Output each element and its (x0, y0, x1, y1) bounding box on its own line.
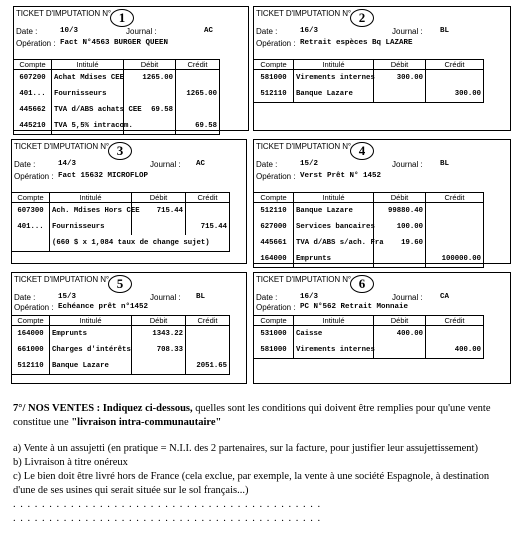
col-compte: Compte (12, 193, 50, 203)
cell-compte: 401... (12, 219, 50, 235)
cell-compte: 531000 (254, 326, 294, 343)
cell-debit (132, 358, 186, 375)
answer-b: b) Livraison à titre onéreux (13, 457, 128, 468)
cell-compte: 627000 (254, 219, 294, 235)
journal-label: Journal : (392, 293, 423, 302)
col-debit: Débit (132, 316, 186, 326)
journal-label: Journal : (392, 160, 423, 169)
table-row (254, 251, 484, 268)
cell-credit (426, 326, 484, 343)
operation-label: Opération : (256, 39, 296, 48)
question-quoted: "livraison intra-communautaire" (71, 417, 222, 428)
cell-debit: 708.33 (132, 342, 186, 358)
cell-intitule: Ach. Mdises Hors CEE (50, 203, 132, 220)
col-compte: Compte (254, 193, 294, 203)
date-value: 16/3 (300, 27, 319, 35)
col-compte: Compte (254, 60, 294, 70)
cell-credit (426, 203, 484, 220)
cell-intitule: Banque Lazare (50, 358, 132, 375)
journal-label: Journal : (392, 27, 423, 36)
cell-intitule: Fournisseurs (52, 86, 124, 102)
table-header-row (14, 60, 220, 70)
ticket-number-circle: 2 (350, 9, 374, 27)
date-label: Date : (14, 160, 36, 169)
cell-debit: 715.44 (132, 203, 186, 220)
journal-value: AC (196, 160, 206, 168)
ticket-header: TICKET D'IMPUTATION N° (14, 275, 109, 284)
cell-debit: 300.00 (374, 70, 426, 87)
cell-note: (660 $ x 1,084 taux de change sujet) (50, 235, 230, 252)
operation-value: Verst Prêt N° 1452 (300, 172, 382, 180)
cell-debit (124, 86, 176, 102)
cell-compte: 445210 (14, 118, 52, 135)
journal-value: CA (440, 293, 450, 301)
table-row (12, 342, 230, 358)
answer-c: c) Le bien doit être livré hors de France (cela exclue, par exemple, la vente à une société Espagnole, à destination d'une de ses usines qui serait située sur le sol français...) (13, 471, 490, 496)
cell-debit: 400.00 (374, 326, 426, 343)
cell-compte: 581000 (254, 70, 294, 87)
ticket-number-circle: 3 (108, 142, 132, 160)
col-intitule: Intitulé (50, 316, 132, 326)
ticket-header: TICKET D'IMPUTATION N° (16, 9, 111, 18)
col-credit: Crédit (426, 193, 484, 203)
cell-debit (374, 342, 426, 359)
cell-credit: 400.00 (426, 342, 484, 359)
table-row (254, 219, 484, 235)
ticket-number-circle: 4 (350, 142, 374, 160)
operation-value: Echéance prêt n°1452 (58, 303, 149, 311)
cell-intitule: Achat Mdises CEE (52, 70, 124, 87)
table-row (12, 235, 230, 252)
date-label: Date : (14, 293, 36, 302)
operation-label: Opération : (14, 172, 54, 181)
date-value: 14/3 (58, 160, 77, 168)
imputation-table (253, 59, 484, 103)
col-debit: Débit (374, 60, 426, 70)
cell-compte: 661000 (12, 342, 50, 358)
cell-debit (132, 219, 186, 235)
cell-credit (176, 102, 220, 118)
col-credit: Crédit (186, 193, 230, 203)
cell-credit (186, 342, 230, 358)
cell-intitule: Banque Lazare (294, 86, 374, 103)
table-header-row (12, 316, 230, 326)
date-label: Date : (256, 293, 278, 302)
dotted-line-2: . . . . . . . . . . . . . . . . . . . . . . . . . . . . . . . . . . . . . . . . . . . (13, 513, 322, 524)
cell-intitule: TVA 5,5% intracom. (52, 118, 124, 135)
table-row (254, 203, 484, 220)
cell-compte: 401... (14, 86, 52, 102)
ticket-6 (253, 272, 511, 384)
cell-credit: 1265.00 (176, 86, 220, 102)
table-row (14, 86, 220, 102)
cell-compte: 164000 (12, 326, 50, 343)
cell-intitule: TVA d/ABS s/ach. Fra (294, 235, 374, 251)
operation-label: Opération : (16, 39, 56, 48)
question-text (13, 402, 513, 430)
answer-a: a) Vente à un assujetti (en pratique = N.I.I. des 2 partenaires, sur la facture, pour justifier leur assujettissement) (13, 443, 478, 454)
imputation-table (253, 315, 484, 359)
col-credit: Crédit (426, 60, 484, 70)
ticket-3 (11, 139, 247, 264)
table-row (254, 326, 484, 343)
cell-intitule: Virements internes (294, 70, 374, 87)
cell-intitule: Caisse (294, 326, 374, 343)
question-lead: 7°/ NOS VENTES : Indiquez ci-dessous, (13, 403, 193, 414)
cell-intitule: TVA d/ABS achats CEE (52, 102, 124, 118)
ticket-header: TICKET D'IMPUTATION N° (256, 142, 351, 151)
cell-debit: 1343.22 (132, 326, 186, 343)
imputation-table (13, 59, 220, 135)
ticket-number-circle: 1 (110, 9, 134, 27)
cell-debit: 19.60 (374, 235, 426, 251)
cell-credit (176, 70, 220, 87)
cell-credit (426, 70, 484, 87)
imputation-table (11, 192, 230, 252)
ticket-header: TICKET D'IMPUTATION N° (256, 275, 351, 284)
ticket-2 (253, 6, 511, 131)
ticket-1 (13, 6, 249, 131)
table-row (12, 326, 230, 343)
col-compte: Compte (12, 316, 50, 326)
journal-label: Journal : (150, 293, 181, 302)
cell-intitule: Charges d'intérêts (50, 342, 132, 358)
col-credit: Crédit (426, 316, 484, 326)
question-rest: quelles sont les conditions qui doivent être remplies pour qu'une vente constitue une (13, 403, 491, 428)
cell-intitule: Banque Lazare (294, 203, 374, 220)
operation-label: Opération : (256, 172, 296, 181)
table-row (14, 102, 220, 118)
col-intitule: Intitulé (294, 193, 374, 203)
table-row (12, 219, 230, 235)
cell-compte: 445661 (254, 235, 294, 251)
cell-compte: 445662 (14, 102, 52, 118)
operation-label: Opération : (14, 303, 54, 312)
col-intitule: Intitulé (50, 193, 132, 203)
cell-intitule: Emprunts (50, 326, 132, 343)
cell-compte: 581000 (254, 342, 294, 359)
ticket-header: TICKET D'IMPUTATION N° (256, 9, 351, 18)
cell-credit: 300.00 (426, 86, 484, 103)
table-row (254, 86, 484, 103)
cell-debit: 1265.00 (124, 70, 176, 87)
table-row (254, 70, 484, 87)
table-header-row (254, 60, 484, 70)
journal-label: Journal : (126, 27, 157, 36)
table-header-row (12, 193, 230, 203)
col-debit: Débit (132, 193, 186, 203)
cell-debit: 69.58 (124, 102, 176, 118)
operation-label: Opération : (256, 303, 296, 312)
cell-compte: 512110 (254, 86, 294, 103)
cell-compte: 512110 (254, 203, 294, 220)
cell-debit (374, 251, 426, 268)
cell-intitule: Services bancaires (294, 219, 374, 235)
date-label: Date : (16, 27, 38, 36)
cell-credit: 100000.00 (426, 251, 484, 268)
col-compte: Compte (254, 316, 294, 326)
cell-compte: 607300 (12, 203, 50, 220)
date-label: Date : (256, 160, 278, 169)
imputation-table (11, 315, 230, 375)
col-credit: Crédit (176, 60, 220, 70)
date-value: 16/3 (300, 293, 319, 301)
cell-credit: 69.58 (176, 118, 220, 135)
cell-debit (374, 86, 426, 103)
journal-value: BL (440, 27, 450, 35)
cell-credit (186, 203, 230, 220)
cell-debit: 100.00 (374, 219, 426, 235)
ticket-5 (11, 272, 247, 384)
date-value: 15/2 (300, 160, 319, 168)
journal-label: Journal : (150, 160, 181, 169)
imputation-table (253, 192, 484, 268)
cell-intitule: Virements internes (294, 342, 374, 359)
operation-value: Fact N°4563 BURGER QUEEN (60, 39, 169, 47)
date-value: 10/3 (60, 27, 79, 35)
cell-intitule: Fournisseurs (50, 219, 132, 235)
table-row (14, 118, 220, 135)
ticket-number-circle: 6 (350, 275, 374, 293)
cell-credit: 715.44 (186, 219, 230, 235)
table-header-row (254, 193, 484, 203)
journal-value: AC (204, 27, 214, 35)
ticket-header: TICKET D'IMPUTATION N° (14, 142, 109, 151)
col-debit: Débit (374, 316, 426, 326)
col-intitule: Intitulé (294, 316, 374, 326)
date-label: Date : (256, 27, 278, 36)
col-intitule: Intitulé (52, 60, 124, 70)
cell-debit: 99880.40 (374, 203, 426, 220)
table-header-row (254, 316, 484, 326)
col-credit: Crédit (186, 316, 230, 326)
cell-credit (426, 235, 484, 251)
operation-value: Fact 15632 MICROFLOP (58, 172, 149, 180)
question-block (13, 402, 513, 526)
table-row (254, 235, 484, 251)
journal-value: BL (196, 293, 206, 301)
cell-credit: 2051.65 (186, 358, 230, 375)
col-compte: Compte (14, 60, 52, 70)
cell-credit (186, 326, 230, 343)
dotted-line-1: . . . . . . . . . . . . . . . . . . . . . . . . . . . . . . . . . . . . . . . . . . . (13, 499, 322, 510)
table-row (254, 342, 484, 359)
col-intitule: Intitulé (294, 60, 374, 70)
cell-credit (426, 219, 484, 235)
cell-intitule: Emprunts (294, 251, 374, 268)
cell-compte: 512110 (12, 358, 50, 375)
date-value: 15/3 (58, 293, 77, 301)
ticket-4 (253, 139, 511, 264)
col-debit: Débit (374, 193, 426, 203)
operation-value: PC N°562 Retrait Monnaie (300, 303, 409, 311)
col-debit: Débit (124, 60, 176, 70)
cell-compte: 164000 (254, 251, 294, 268)
table-row (14, 70, 220, 87)
ticket-number-circle: 5 (108, 275, 132, 293)
table-row (12, 203, 230, 220)
table-row (12, 358, 230, 375)
cell-compte: 607200 (14, 70, 52, 87)
journal-value: BL (440, 160, 450, 168)
operation-value: Retrait espèces Bq LAZARE (300, 39, 413, 47)
